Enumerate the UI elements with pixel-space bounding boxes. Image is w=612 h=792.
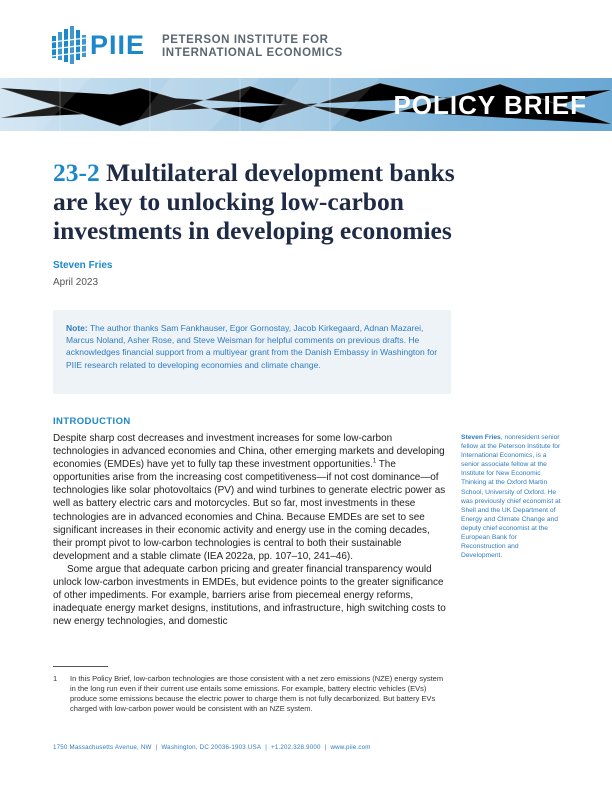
- footer-website-link[interactable]: www.piie.com: [330, 744, 371, 751]
- footer-city: Washington, DC 20036-1903 USA: [161, 744, 262, 751]
- footer-address: 1750 Massachusetts Avenue, NW: [53, 744, 152, 751]
- brief-title: [53, 158, 473, 245]
- footer-phone: +1.202.328.9000: [271, 744, 321, 751]
- footnote-divider: [53, 666, 108, 667]
- note-label: Note:: [66, 323, 88, 333]
- publication-date: April 2023: [53, 277, 99, 288]
- brief-title-text: Multilateral development banks are key to unlocking low-carbon investments in developing economies: [53, 158, 455, 245]
- section-heading: INTRODUCTION: [53, 416, 131, 427]
- acknowledgment-note: [53, 310, 451, 394]
- paragraph-1-a: Despite sharp cost decreases and investment increases for some low-carbon technologies in advanced economies and China, other emerging markets and developing economies (EMDEs) have yet to fully tap these investment opportunities.: [53, 433, 445, 471]
- footnote-ref: 1: [372, 458, 377, 465]
- paragraph-1-b: The opportunities arise from the increasing cost competitiveness—if not cost dominance—of technologies like solar photovoltaics (PV) and wind turbines to generate electric power as well as battery electric cars and motorcycles. But so far, most investments in these technologies are in advanced economies and China. Because EMDEs are set to see significant increases in their economic activity and energy use in the coming decades, their prompt pivot to low-carbon technologies is central to both their sustainable development and a stable climate (IEA 2022a, pp. 107–10, 241–46).: [53, 459, 446, 562]
- author-name: Steven Fries: [53, 260, 113, 271]
- bio-text: , nonresident senior fellow at the Peterson Institute for International Economics, is a senior associate fellow at the Institute for New Economic Thinking at the Oxford Martin School, University of Oxford. He was previously chief economist at Shell and the UK Department of Energy and Climate Change and deputy chief economist at the European Bank for Reconstruction and Development.: [461, 434, 561, 560]
- note-text: The author thanks Sam Fankhauser, Egor Gornostay, Jacob Kirkegaard, Adnan Mazarei, Marcus Noland, Asher Rose, and Steve Weisman for helpful comments on previous drafts. He acknowledges financial support from a multiyear grant from the Danish Embassy in Washington for PIIE research related to developing economies and climate change.: [66, 323, 438, 370]
- piie-logo: [52, 24, 352, 68]
- footnote-number: 1: [53, 674, 58, 683]
- banner-label: POLICY BRIEF: [393, 90, 587, 120]
- footnote-text: In this Policy Brief, low-carbon technologies are those consistent with a net zero emissions (NZE) energy system in the long run even if their current use entails some emissions. For example, battery electric vehicles (EVs) produce some emissions because the electric power to charge them is not fully decarbonized. But battery EVs charged with low-carbon power would be consistent with an NZE system.: [70, 674, 444, 713]
- policy-brief-banner: [0, 78, 612, 131]
- bio-name: Steven Fries: [461, 434, 501, 441]
- logo-org-name: [162, 34, 343, 59]
- piie-logo-mark-icon: [52, 26, 86, 64]
- logo-acronym: PIIE: [90, 30, 146, 60]
- body-text: [53, 432, 446, 628]
- org-name-line-1: PETERSON INSTITUTE FOR: [162, 34, 329, 46]
- paragraph-1: [53, 432, 446, 563]
- brief-number: 23-2: [53, 158, 100, 187]
- paragraph-2: Some argue that adequate carbon pricing and greater financial transparency would unlock low-carbon investments in EMDEs, but evidence points to the greater significance of other impediments. For example, barriers arise from piecemeal energy reforms, inadequate energy market designs, institutions, and infrastructure, high switching costs to new energy technologies, and domestic: [53, 563, 446, 628]
- page-footer: 1750 Massachusetts Avenue, NW | Washington, DC 20036-1903 USA | +1.202.328.9000 | www.piie.com: [53, 744, 371, 751]
- author-bio: [461, 433, 561, 560]
- org-name-line-2: INTERNATIONAL ECONOMICS: [162, 46, 343, 59]
